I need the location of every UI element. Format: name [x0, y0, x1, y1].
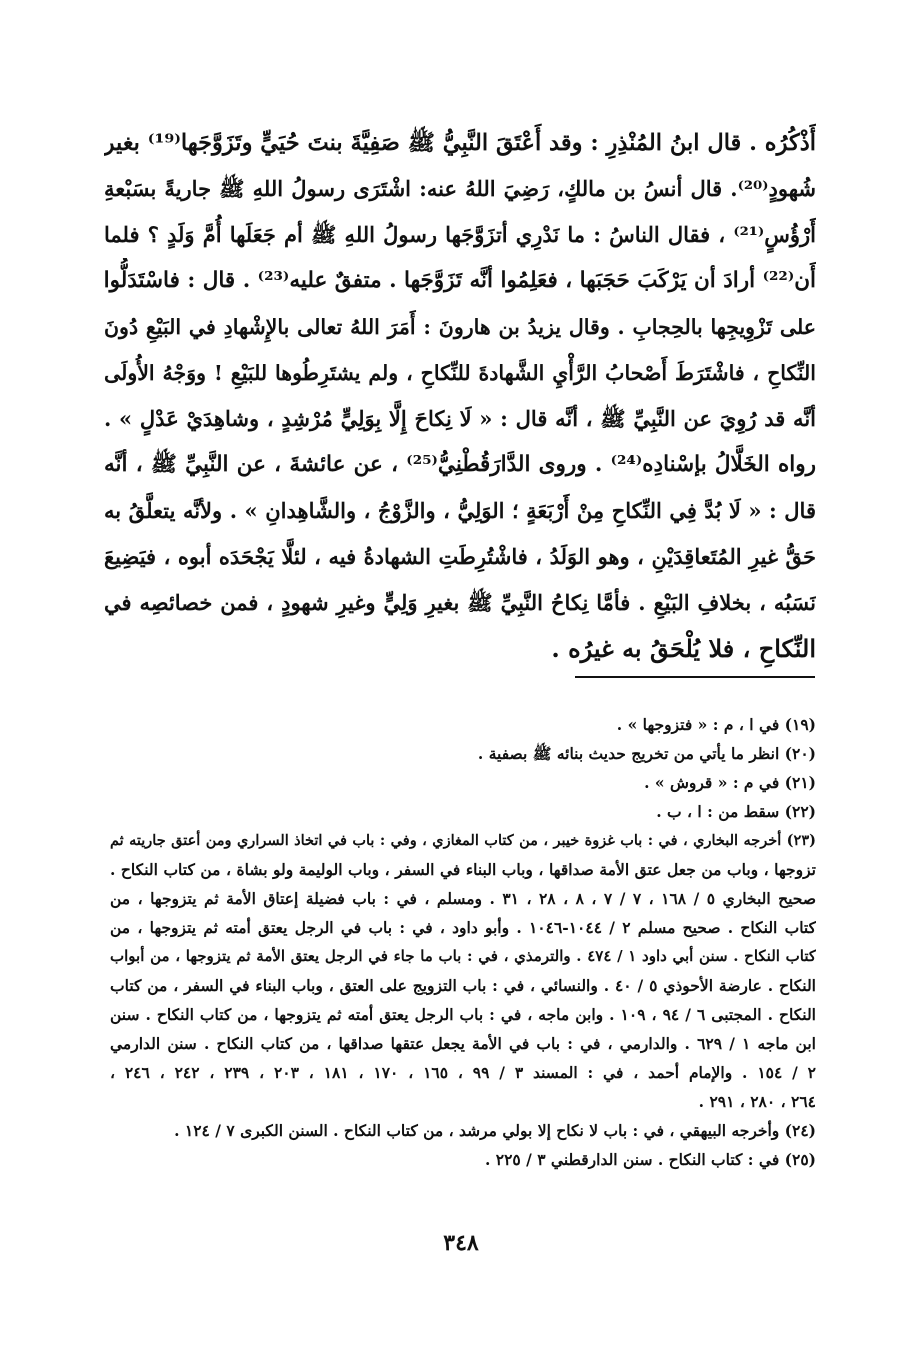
main-text-line: أَذْكُرُه . قال ابنُ المُنْذِرِ : وقد أَعْتَقَ النَّبِيُّ ﷺ صَفِيَّةَ بنتَ حُيَيٍّ وتَزَوَّجَها⁽¹⁹⁾ بغير — [104, 130, 816, 156]
main-text-body — [104, 120, 816, 672]
footnote-line: تزوجها ، وباب من جعل عتق الأمة صداقها ، وباب البناء في السفر ، وباب الوليمة ولو بشاة ، من كتاب النكاح . — [110, 860, 816, 879]
main-text-line: على تَزْوِيجِها بالحِجابِ . وقال يزيدُ بن هارونَ : أَمَرَ اللهُ تعالى بالإِشْهادِ في البَيْعِ دُونَ — [104, 315, 816, 339]
footnote-line: كتاب النكاح . صحيح مسلم ٢ / ١٠٤٤-١٠٤٦ . وأبو داود ، في : باب في الرجل يعتق أمته ثم يتزوجها ، من — [110, 918, 816, 937]
footnote-line: كتاب النكاح . سنن أبي داود ١ / ٤٧٤ . والترمذي ، في : باب ما جاء في الرجل يعتق الأمة ثم يتزوجها ، من أبواب — [110, 947, 816, 965]
main-text-line: أنَّه قد رُوِيَ عن النَّبِيِّ ﷺ ، أنَّه قال : « لَا نِكاحَ إِلَّا بِوَلِيٍّ مُرْشِدٍ ، وشاهِدَيْ عَدْلٍ » . — [104, 406, 816, 431]
main-text-line: النِّكاحِ ، فاشْتَرَطَ أَصْحابُ الرَّأْيِ الشَّهادةَ للنِّكاحِ ، ولم يشتَرِطُوها للبَيْعِ ! ووَجْهُ الأُولَى — [104, 361, 816, 385]
main-text-line: قال : « لَا بُدَّ فِي النِّكاحِ مِنْ أَرْبَعَةٍ ؛ الوَلِيُّ ، والزَّوْجُ ، والشَّاهِدانِ » . ولأنَّه يتعلَّقُ به — [104, 498, 816, 523]
page-number: ٣٤٨ — [443, 1230, 479, 1256]
footnote-line: النكاح . المجتبى ٦ / ٩٤ ، ١٠٩ . وابن ماجه ، في : باب الرجل يعتق أمته ثم يتزوجها ، من كتاب النكاح . سنن — [110, 1005, 816, 1024]
footnote-line: ابن ماجه ١ / ٦٢٩ . والدارمي ، في : باب في الأمة يجعل عتقها صداقها ، من كتاب النكاح . سنن الدارمي — [110, 1034, 816, 1053]
main-text-line: حَقُّ غيرِ المُتَعاقِدَيْنِ ، وهو الوَلَدُ ، فاشْتُرِطَتِ الشهادةُ فيه ، لئلَّا يَجْحَدَه أبوه ، فيَضِيعَ — [104, 544, 816, 569]
footnote-line: النكاح . عارضة الأحوذي ٥ / ٤٠ . والنسائي ، في : باب التزويج على العتق ، وباب البناء في السفر ، من كتاب — [110, 976, 816, 995]
footnote-line: (٢٥) في : كتاب النكاح . سنن الدارقطني ٣ / ٢٢٥ . — [484, 1150, 816, 1169]
footnote-separator — [575, 676, 815, 678]
footnote-line: صحيح البخاري ٥ / ١٦٨ ، ٧ / ٧ ، ٨ ، ٢٨ ، ٣١ . ومسلم ، في : باب فضيلة إعتاق الأمة ثم يتزوجها ، من — [110, 889, 816, 908]
footnote-line: (١٩) في ا ، م : « فتزوجها » . — [616, 715, 816, 734]
footnote-line: (٢٠) انظر ما يأتي من تخريج حديث بنائه ﷺ بصفية . — [477, 744, 816, 763]
footnotes-section — [110, 710, 816, 1174]
footnote-line: (٢٢) سقط من : ا ، ب . — [656, 802, 816, 821]
main-text-line: أَرْؤُسٍ⁽²¹⁾ ، فقال الناسُ : ما نَدْرِي أتزَوَّجَها رسولُ اللهِ ﷺ أم جَعَلَها أُمَّ وَلَدٍ ؟ فلما — [104, 222, 816, 247]
main-text-line: أَن⁽²²⁾ أرادَ أن يَرْكَبَ حَجَبَها ، فعَلِمُوا أنَّه تَزَوَّجَها . متفقٌ عليه⁽²³⁾ . قال : فاسْتَدَلُّوا — [104, 268, 816, 293]
main-text-line: النِّكاحِ ، فلا يُلْحَقُ به غيرُه . — [551, 634, 816, 663]
main-text-line: شُهودٍ⁽²⁰⁾. قال أنسُ بن مالكٍ، رَضِيَ اللهُ عنه: اشْتَرَى رسولُ اللهِ ﷺ جاريةً بسَبْعةِ — [104, 176, 816, 201]
main-text-line: نَسَبُه ، بخلافِ البَيْعِ . فأمَّا نِكاحُ النَّبِيِّ ﷺ بغيرِ وَلِيٍّ وغيرِ شهودٍ ، فمن خصائصِه في — [104, 590, 816, 615]
footnote-line: ٢٦٤ ، ٢٨٠ ، ٢٩١ . — [698, 1092, 816, 1111]
main-text-line: رواه الخَلَّالُ بإسْنادِه⁽²⁴⁾ . وروى الدَّارَقُطْنِيُّ⁽²⁵⁾ ، عن عائشةَ ، عن النَّبِيِّ ﷺ ، أنَّه — [104, 452, 816, 477]
footnote-line: ٢ / ١٥٤ . والإمام أحمد ، في : المسند ٣ / ٩٩ ، ١٦٥ ، ١٧٠ ، ١٨١ ، ٢٠٣ ، ٢٣٩ ، ٢٤٢ ، ٢٤٦ ، — [110, 1063, 816, 1082]
footnote-line: (٢٣) أخرجه البخاري ، في : باب غزوة خيبر ، من كتاب المغازي ، وفي : باب في اتخاذ السراري ومن أعتق جاريته ثم — [110, 832, 816, 849]
footnote-line: (٢١) في م : « قروش » . — [644, 773, 816, 792]
footnote-line: (٢٤) وأخرجه البيهقي ، في : باب لا نكاح إلا بولي مرشد ، من كتاب النكاح . السنن الكبرى ٧ / ١٢٤ . — [174, 1121, 816, 1140]
